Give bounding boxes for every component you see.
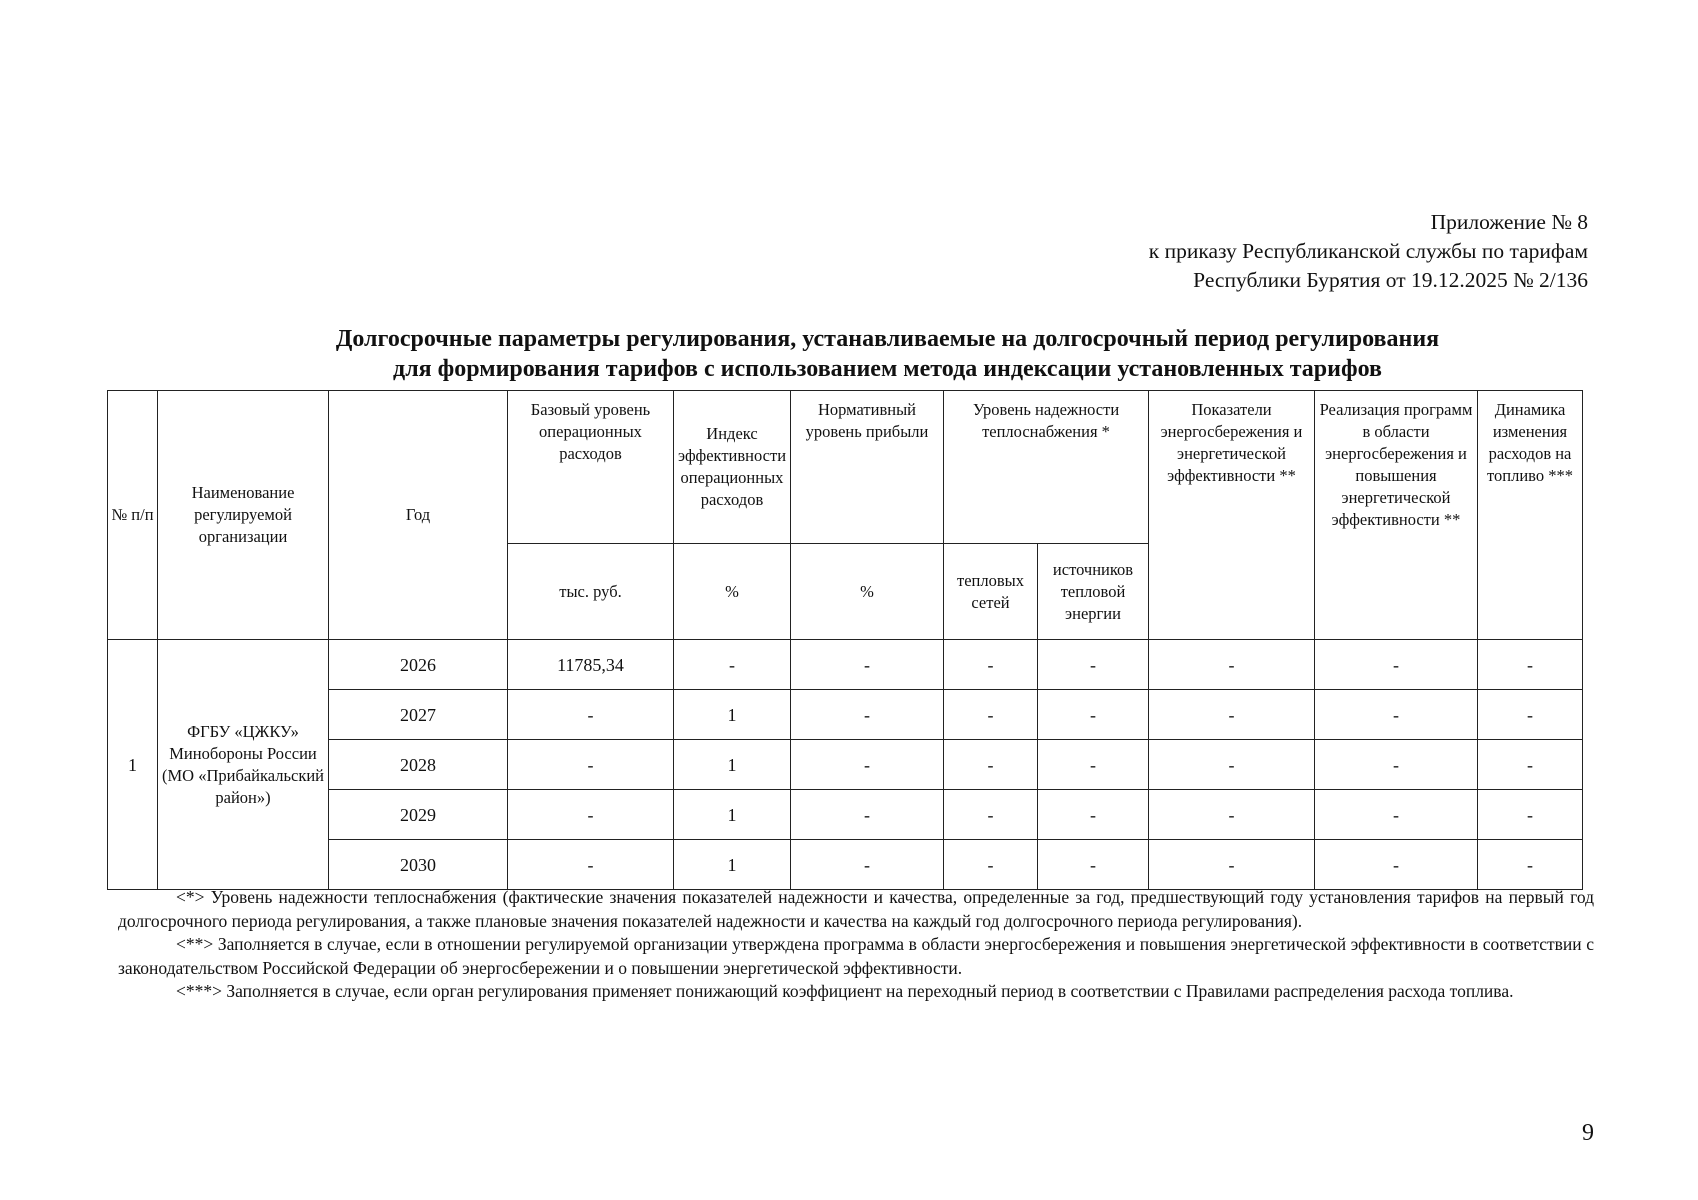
cell-sources: - — [1038, 840, 1149, 890]
cell-fuel: - — [1478, 840, 1583, 890]
appendix-number: Приложение № 8 — [1430, 210, 1588, 234]
header-reliability: Уровень надежности теплоснабжения * — [944, 391, 1149, 544]
title-line-1: Долгосрочные параметры регулирования, устанавливаемые на долгосрочный период регулирования — [335, 326, 1440, 352]
page-number: 9 — [1582, 1120, 1594, 1146]
cell-networks: - — [944, 690, 1038, 740]
cell-programs: - — [1315, 640, 1478, 690]
header-fuel: Динамика изменения расходов на топливо *** — [1478, 391, 1583, 640]
document-title — [130, 324, 1645, 384]
cell-networks: - — [944, 840, 1038, 890]
cell-fuel: - — [1478, 790, 1583, 840]
cell-sources: - — [1038, 740, 1149, 790]
cell-profit: - — [791, 640, 944, 690]
cell-year: 2030 — [329, 840, 508, 890]
cell-profit: - — [791, 740, 944, 790]
header-base-opex: Базовый уровень операционных расходов — [508, 391, 674, 544]
cell-indicators: - — [1149, 840, 1315, 890]
cell-fuel: - — [1478, 690, 1583, 740]
footnote-reliability: <*> Уровень надежности теплоснабжения (фактические значения показателей надежности и качества, определенные за год, предшествующий году установления тарифов на первый год долгосрочного периода регулирования, а также плановые значения показателей надежности и качества на каждый год долгосрочного периода регулирования). — [118, 887, 1594, 931]
appendix-date: Республики Бурятия от 19.12.2025 № 2/136 — [1193, 268, 1588, 292]
cell-base: - — [508, 790, 674, 840]
cell-year: 2027 — [329, 690, 508, 740]
cell-index: 1 — [674, 690, 791, 740]
cell-networks: - — [944, 740, 1038, 790]
cell-index: - — [674, 640, 791, 690]
cell-year: 2028 — [329, 740, 508, 790]
header-efficiency-index: Индекс эффективности операционных расходов — [674, 391, 791, 544]
table-row — [108, 790, 1583, 840]
title-line-2: для формирования тарифов с использованием метода индексации установленных тарифов — [393, 356, 1382, 382]
header-row — [108, 391, 1583, 544]
cell-base: 11785,34 — [508, 640, 674, 690]
header-programs: Реализация программ в области энергосбережения и повышения энергетической эффективности ** — [1315, 391, 1478, 640]
unit-index: % — [674, 544, 791, 640]
cell-indicators: - — [1149, 690, 1315, 740]
cell-base: - — [508, 740, 674, 790]
organization-name: ФГБУ «ЦЖКУ» Минобороны России (МО «Прибайкальский район») — [158, 640, 329, 890]
appendix-reference — [1149, 208, 1588, 295]
cell-programs: - — [1315, 690, 1478, 740]
cell-indicators: - — [1149, 640, 1315, 690]
row-number: 1 — [108, 640, 158, 890]
cell-sources: - — [1038, 790, 1149, 840]
cell-fuel: - — [1478, 740, 1583, 790]
cell-networks: - — [944, 640, 1038, 690]
header-year: Год — [329, 391, 508, 640]
cell-networks: - — [944, 790, 1038, 840]
appendix-order: к приказу Республиканской службы по тарифам — [1148, 239, 1588, 263]
cell-base: - — [508, 840, 674, 890]
cell-programs: - — [1315, 740, 1478, 790]
cell-sources: - — [1038, 640, 1149, 690]
cell-indicators: - — [1149, 790, 1315, 840]
footnote-fuel: <***> Заполняется в случае, если орган регулирования применяет понижающий коэффициент на переходный период в соответствии с Правилами распределения расхода топлива. — [176, 981, 1514, 1001]
cell-programs: - — [1315, 840, 1478, 890]
cell-year: 2026 — [329, 640, 508, 690]
footnote-energy-saving: <**> Заполняется в случае, если в отношении регулируемой организации утверждена программа в области энергосбережения и повышения энергетической эффективности в соответствии с законодательством Российской Федерации об энергосбережении и о повышении энергетической эффективности. — [118, 934, 1594, 978]
cell-fuel: - — [1478, 640, 1583, 690]
table-row — [108, 640, 1583, 690]
table-row — [108, 840, 1583, 890]
cell-profit: - — [791, 840, 944, 890]
unit-profit: % — [791, 544, 944, 640]
cell-base: - — [508, 690, 674, 740]
cell-index: 1 — [674, 790, 791, 840]
header-profit: Нормативный уровень прибыли — [791, 391, 944, 544]
footnotes — [118, 886, 1594, 1004]
table-row — [108, 740, 1583, 790]
cell-profit: - — [791, 690, 944, 740]
table-row — [108, 690, 1583, 740]
unit-sources: источников тепловой энергии — [1038, 544, 1149, 640]
cell-sources: - — [1038, 690, 1149, 740]
cell-index: 1 — [674, 740, 791, 790]
cell-profit: - — [791, 790, 944, 840]
parameters-table — [107, 390, 1583, 890]
unit-networks: тепловых сетей — [944, 544, 1038, 640]
header-org: Наименование регулируемой организации — [158, 391, 329, 640]
header-indicators: Показатели энергосбережения и энергетической эффективности ** — [1149, 391, 1315, 640]
header-num: № п/п — [108, 391, 158, 640]
cell-year: 2029 — [329, 790, 508, 840]
cell-programs: - — [1315, 790, 1478, 840]
unit-base: тыс. руб. — [508, 544, 674, 640]
cell-indicators: - — [1149, 740, 1315, 790]
cell-index: 1 — [674, 840, 791, 890]
